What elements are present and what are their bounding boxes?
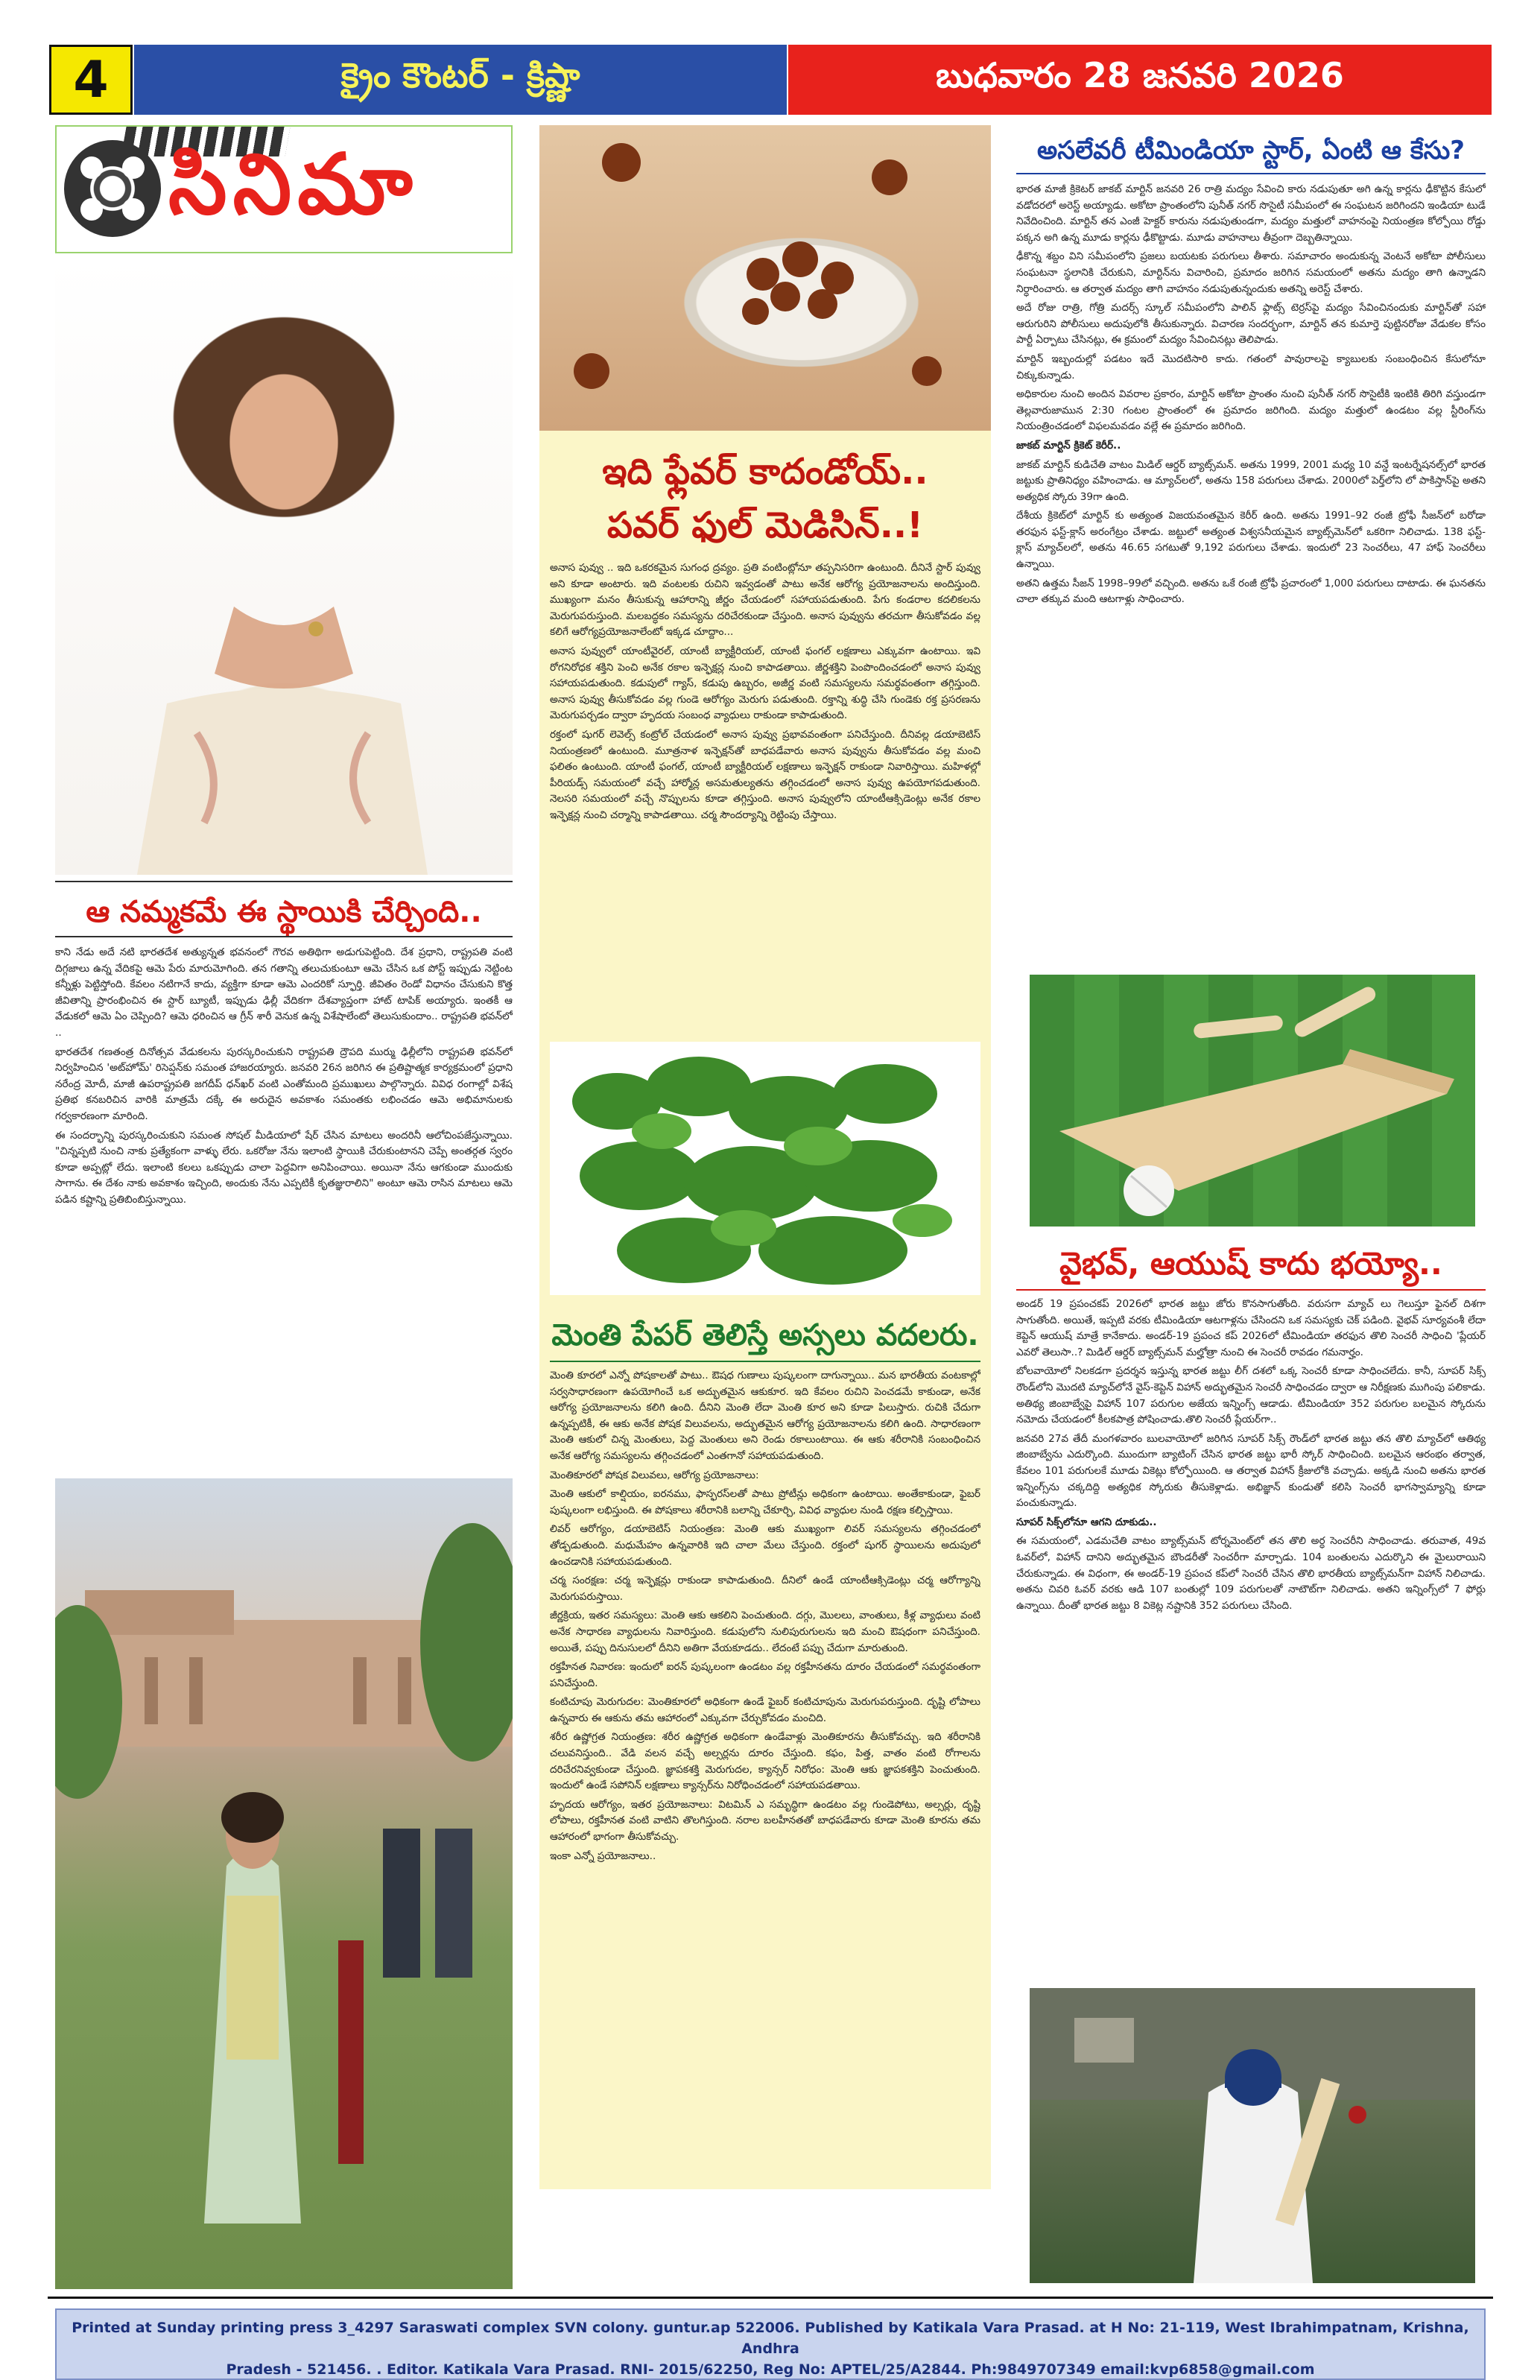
middle-paragraph: జీర్ణక్రియ, ఇతర సమస్యలు: మెంతి ఆకు ఆకలిని పెంచుతుంది. దగ్గు, మొలలు, వాంతులు, కీళ్ల వ్యాధులు వంటి అనేక సాధారణ వ్యాధులను నివారిస్తుంది. కడుపులోని నులిపురుగులను ఇది మంచి ఔషధంగా పనిచేస్తుంది. అయితే, పప్పు దినుసులలో దీనిని అతిగా వేయకూడదు.. లేదంటే పప్పు చేదుగా మారుతుంది. xyxy=(550,1610,980,1654)
cricket-bat-ball-photo xyxy=(1030,975,1475,1227)
masthead xyxy=(49,45,1492,115)
middle-headline-2-rule xyxy=(550,1361,980,1362)
right-paragraph: భారత మాజీ క్రికెటర్ జాకబ్ మార్టిన్ జనవరి 26 రాత్రి మద్యం సేవించి కారు నడుపుతూ అగి ఉన్న కార్లను ఢీకొట్టిన కేసులో వడోదరలో అరెస్ట్ అయ్యాడు. అకోటా ప్రాంతంలోని పునీత్ నగర్ సొసైటీ సమీపంలో ఈ సంఘటన జరిగిందని ఇండియా టుడే నివేదించింది. మార్టిన్ తన ఎంజీ హెక్టర్ కారును నడుపుతుండగా, మద్యం మత్తులో వాహనంపై నియంత్రణ కోల్పోయి రోడ్డు పక్కన అగి ఉన్న మూడు కార్లను ఢీకొట్టాడు. మూడు వాహనాలు తీవ్రంగా దెబ్బతిన్నాయి. xyxy=(1016,183,1486,244)
right-paragraph: జనవరి 27వ తేదీ మంగళవారం బులవాయోలో జరిగిన సూపర్ సిక్స్ రౌండ్‌లో భారత జట్టు తన తొలి మ్యాచ్‌లో ఆతిథ్య జింబాబ్వేను ఎదుర్కొంది. ముందుగా బ్యాటింగ్ చేసిన భారత జట్టు భారీ స్కోర్ సాధించింది. బలమైన ఆరంభం తర్వాత, కేవలం 101 పరుగులకే మూడు వికెట్లు కోల్పోయింది. ఆ తర్వాత విహాన్ క్రీజులోకి వచ్చాడు. అక్కడి నుంచి అతను భారత ఇన్నింగ్స్‌ను చక్కదిద్ది అత్యధిక స్కోరుకు తీసుకెళ్లాడు. అభిజ్ఞాన్ కుండుతో కలిసి సెంచరీ భాగస్వామ్యాన్ని కూడా పంచుకున్నాడు. xyxy=(1016,1432,1486,1510)
middle-paragraph: కంటిచూపు మెరుగుదల: మెంతికూరలో అధికంగా ఉండే ఫైబర్ కంటిచూపును మెరుగుపరుస్తుంది. దృష్టి లోపాలు ఉన్నవారు ఈ ఆకును తమ ఆహారంలో ఎక్కువగా చేర్చుకోవడం మంచిది. xyxy=(550,1696,980,1724)
right-paragraph: జాకబ్ మార్టిన్ కుడిచేతి వాటం మిడిల్ ఆర్డర్ బ్యాట్స్‌మన్. అతను 1999, 2001 మధ్య 10 వన్డే ఇంటర్నేషనల్స్‌లో భారత జట్టుకు ప్రాతినిధ్యం వహించాడు. ఆ మ్యాచ్‌లలో, అతను 158 పరుగులు చేశాడు. 2000లో పెర్త్‌లోని లో పాకిస్తాన్‌పై అతని అత్యధిక స్కోరు 39గా ఉంది. xyxy=(1016,458,1486,503)
section-logo-text: సినిమా xyxy=(168,136,419,233)
right-headline-1: అసలేవరీ టీమిండియా స్టార్, ఏంటి ఆ కేసు? xyxy=(1037,136,1465,165)
imprint-line-1: Printed at Sunday printing press 3_4297 Saraswati complex SVN colony. guntur.ap 522006. Published by Katikala Vara Prasad. at H No: 21-119, West Ibrahimpatnam, Krishna, Andhra xyxy=(72,2320,1469,2357)
middle-paragraph: చర్మ సంరక్షణ: చర్మ ఇన్ఫెక్షన్లు రాకుండా కాపాడుతుంది. దీనిలో ఉండే యాంటీఆక్సిడెంట్లు చర్మ ఆరోగ్యాన్ని మెరుగుపరుస్తాయి. xyxy=(550,1574,980,1603)
middle-headline-2: మెంతి పేపర్ తెలిస్తే అస్సలు వదలరు. xyxy=(551,1318,979,1352)
middle-paragraph: లివర్ ఆరోగ్యం, డయాబెటిస్ నియంత్రణ: మెంతి ఆకు ముఖ్యంగా లివర్ సమస్యలను తగ్గించడంలో తోడ్పడుతుంది. మధుమేహం ఉన్నవారికి ఇది చాలా మేలు చేస్తుంది. రక్తంలో షుగర్ స్థాయిలను అదుపులో ఉంచడానికి సహాయపడుతుంది. xyxy=(550,1523,980,1568)
right-paragraph: మార్టిన్ ఇబ్బందుల్లో పడటం ఇదే మొదటిసారి కాదు. గతంలో పావురాలపై క్యాబులకు సంబంధించిన కేసులోనూ చిక్కుకున్నాడు. xyxy=(1016,352,1486,382)
cinema-section-logo xyxy=(55,125,513,253)
left-paragraph: ఈ సందర్భాన్ని పురస్కరించుకుని సమంత సోషల్ మీడియాలో షేర్ చేసిన మాటలు అందరినీ ఆలోచింపజేస్తున్నాయి. "చిన్నప్పటి నుంచి నాకు ప్రత్యేకంగా వాళ్ళు లేరు. ఒకరోజు నేను ఇలాంటి స్థాయికి చేరుకుంటానని చెప్పే అంతర్గత స్వరం కూడా అప్పట్లో లేదు. ఇలాంటి కలలు ఒకప్పుడు చాలా పెద్దవిగా అనిపించాయి. అయినా నేను ఆగకుండా ముందుకు సాగాను. ఈ దేశం నాకు అవకాశం ఇచ్చింది, అందుకు నేను ఎప్పటికీ కృతజ్ఞురాలిని" అంటూ ఆమె రాసిన మాటలు ఆమె పడిన కష్టాన్ని ప్రతిబింబిస్తున్నాయి. xyxy=(55,1129,513,1206)
right-paragraph: అదే రోజు రాత్రి, గోత్రి మదర్స్ స్కూల్ సమీపంలోని పాలిన్ ఫ్లాట్స్ టెర్రస్‌పై మద్యం సేవించినందుకు మార్టిన్‌తో సహా ఆరుగురిని పోలీసులు అదుపులోకి తీసుకున్నారు. విచారణ సందర్భంగా, మార్టిన్ తన కుమార్తె పుట్టినరోజు వేడుకల కోసం పార్టీ ఏర్పాటు చేసినట్లు, ఈ క్రమంలో మద్యం సేవించినట్లు తెలిపాడు. xyxy=(1016,302,1486,346)
right-paragraph: సూపర్ సిక్స్‌లోనూ ఆగని దూకుడు.. xyxy=(1016,1516,1157,1528)
right-headline-2: వైభవ్, ఆయుష్ కాదు భయ్యో.. xyxy=(1059,1245,1442,1282)
actress-portrait-photo xyxy=(55,256,513,875)
fenugreek-leaves-photo xyxy=(550,1042,980,1295)
middle-paragraph: రక్తంలో షుగర్ లెవెల్స్ కంట్రోల్ చేయడంలో అనాస పువ్వు ప్రభావవంతంగా పనిచేస్తుంది. దీనివల్ల డయాబెటిస్ నియంత్రణలో ఉంటుంది. మూత్రనాళ ఇన్ఫెక్షన్‌తో బాధపడేవారు అనాస పువ్వును తీసుకోవడం వల్ల మంచి ఫలితం ఉంటుంది. యాంటీ ఫంగల్, యాంటీ బ్యాక్టీరియల్ లక్షణాలు ఇన్ఫెక్షన్ రాకుండా నివారిస్తాయి. మహిళల్లో పీరియడ్స్ సమయంలో వచ్చే హార్మోన్ల అసమతుల్యతను తగ్గించడంలో అనాస పువ్వు ఉపయోగపడుతుంది. నెలసరి సమయంలో వచ్చే నొప్పులను కూడా తగ్గిస్తుంది. అనాస పువ్వులోని యాంటీఆక్సిడెంట్లు అనేక రకాల ఇన్ఫెక్షన్ల నుంచి చర్మాన్ని కాపాడతాయి. చర్మ సౌందర్యాన్ని రెట్టింపు చేస్తాయి. xyxy=(550,728,980,821)
middle-article-2-body xyxy=(550,1368,980,2262)
middle-headline-1-line-1: ఇది ఫ్లేవర్ కాదండోయ్.. xyxy=(602,451,928,493)
right-paragraph: అండర్ 19 ప్రపంచకప్ 2026లో భారత జట్టు జోరు కొనసాగుతోంది. వరుసగా మ్యాచ్ లు గెలుస్తూ ఫైనల్ దిశగా సాగుతోంది. అయితే, ఇప్పటి వరకు టీమిండియా ఆటగాళ్లను చేసిందని ఒక సమస్యకు చెక్ పడింది. వైభవ్ సూర్యవంశీ లేదా కెప్టెన్ ఆయుష్ మాత్రే కానేకాదు. అండర్-19 ప్రపంచ కప్ 2026లో టీమిండియా తరఫున తొలి సెంచరీ సాధించి 'ప్లేయర్ ఎవరో తెలుసా..? మిడిల్ ఆర్డర్ బ్యాట్స్‌మన్ మల్హోత్రా నుంచి ఈ సెంచరీ రావడం గమనార్హం. xyxy=(1016,1298,1486,1358)
middle-paragraph: ఇంకా ఎన్నో ప్రయోజనాలు.. xyxy=(550,1849,656,1862)
right-headline-2-rule xyxy=(1016,1289,1486,1291)
middle-paragraph: రక్తహీనత నివారణ: ఇందులో ఐరన్ పుష్కలంగా ఉండటం వల్ల రక్తహీనతను దూరం చేయడంలో సమర్థవంతంగా పనిచేస్తుంది. xyxy=(550,1661,980,1689)
right-article-2-body xyxy=(1016,1297,1486,1930)
right-paragraph: బోలవాయోలో నిలకడగా ప్రదర్శన ఇస్తున్న భారత జట్టు లీగ్ దశలో ఒక్క సెంచరీ కూడా సాధించలేదు. కానీ, సూపర్ సిక్స్ రౌండ్‌లోని మొదటి మ్యాచ్‌లోనే వైస్-కెప్టెన్ విహాన్ అద్భుతమైన సెంచరీ సాధించడం ద్వారా ఆ నిరీక్షణకు ముగింపు పలికాడు. అతిథ్య జింబాబ్వేపై విహాన్ 107 పరుగుల అజేయ ఇన్నింగ్స్ ఆడాడు. టీమిండియా 352 పరుగుల బలమైన స్కోరును నమోదు చేయడంలో కీలకపాత్ర పోషించాడు.తొలి సెంచరీ ప్లేయర్‌గా.. xyxy=(1016,1365,1486,1426)
issue-date: బుధవారం 28 జనవరి 2026 xyxy=(788,45,1492,115)
headline-rule-bottom xyxy=(55,936,513,937)
right-paragraph: అతని ఉత్తమ సీజన్ 1998–99లో వచ్చింది. అతను ఒకే రంజీ ట్రోఫీ ప్రచారంలో 1,000 పరుగులు దాటాడు. ఈ ఘనతను చాలా తక్కువ మంది ఆటగాళ్లు సాధించారు. xyxy=(1016,577,1486,606)
middle-paragraph: మెంతికూరలో పోషక విలువలు, ఆరోగ్య ప్రయోజనాలు: xyxy=(550,1469,759,1481)
page-number: 4 xyxy=(49,45,133,115)
middle-paragraph: మెంతి కూరలో ఎన్నో పోషకాలతో పాటు.. ఔషధ గుణాలు పుష్కలంగా దాగున్నాయి.. మన భారతీయ వంటకాల్లో సర్వసాధారణంగా ఉపయోగించే ఒక అద్భుతమైన ఆకుకూర. ఇది కేవలం రుచిని పెంచడమే కాకుండా, అనేక ఆరోగ్య ప్రయోజనాలను కలిగి ఉంది. దీనిని మెంతి లేదా మెంతి కూర అని కూడా పిలుస్తారు. రుచికి చేదుగా ఉన్నప్పటికీ, ఈ ఆకు అనేక పోషక విలువలను, అద్భుతమైన ఆరోగ్య ప్రయోజనాలను కలిగి ఉంది. సాధారణంగా మెంతి ఆకులో చిన్న మెంతులు, పెద్ద మెంతులు అని రెండు రకాలుంటాయి. ఈ ఆకు శరీరానికి సంబంధించిన అనేక ఆరోగ్య సమస్యలను తగ్గించడంలో ఎంతగానో సహాయపడుతుంది. xyxy=(550,1370,980,1462)
imprint-line-2: Pradesh - 521456. . Editor. Katikala Vara Prasad. RNI- 2015/62250, Reg No: APTEL/25/A2844. Ph:9849707349 email:kvp6858@gmail.com xyxy=(226,2361,1315,2378)
middle-paragraph: శరీర ఉష్ణోగ్రత నియంత్రణ: శరీర ఉష్ణోగ్రత అధికంగా ఉండేవాళ్లు మెంతికూరను తీసుకోవచ్చు. ఇది శరీరానికి చలువనిస్తుంది.. వేడి వలన వచ్చే అల్సర్లను దూరం చేస్తుంది. కఫం, పిత్త, వాతం వంటి రోగాలను దరిచేరనివ్వకుండా చేస్తుంది. జ్ఞాపకశక్తి మెరుగుదల, క్యాన్సర్ నిరోధం: మెంతి ఆకు జ్ఞాపకశక్తిని పెంచుతుంది. ఇందులో ఉండే సపోనిన్ లక్షణాలు క్యాన్సర్‌ను నిరోధించడంలో సహాయపడతాయి. xyxy=(550,1731,980,1792)
left-paragraph: కాని నేడు అదే నటి భారతదేశ అత్యున్నత భవనంలో గౌరవ అతిథిగా అడుగుపెట్టింది. దేశ ప్రధాని, రాష్ట్రపతి వంటి దిగ్గజాలు ఉన్న వేదికపై ఆమె పేరు మారుమోగింది. తన గతాన్ని తలుచుకుంటూ ఆమె చేసిన ఒక పోస్ట్ ఇప్పుడు నెట్టింట కన్నీళ్లు పెట్టిస్తోంది. కేవలం నటిగానే కాదు, వ్యక్తిగా కూడా ఆమె ఎందరికో స్ఫూర్తి. జీవితం రెండో విధానం చేసుకుని కొత్త జీవితాన్ని ప్రారంభించిన ఈ స్టార్ బ్యూటీ, ఇప్పుడు ఢిల్లీ వేదికగా దేశవ్యాప్తంగా హాట్ టాపిక్ అయ్యారు. ఇంతకీ ఆ వేడుకలో ఆమె ఏం చెప్పింది? ఆమె ధరించిన ఆ గ్రీన్ శారీ వెనుక ఉన్న విశేషాలేంటో తెలుసుకుందాం.. రాష్ట్రపతి భవన్‌లో .. xyxy=(55,946,513,1039)
right-paragraph: ఈ సమయంలో, ఎడమచేతి వాటం బ్యాట్స్‌మన్ టోర్నమెంట్‌లో తన తొలి అర్ధ సెంచరీని సాధించాడు. తరువాత, 49వ ఓవర్‌లో, విహాన్ దానిని అద్భుతమైన బౌండరీతో సెంచరీగా మార్చాడు. 104 బంతులను ఎదుర్కొని ఈ మైలురాయిని చేరుకున్నాడు. ఈ విధంగా, ఈ అండర్-19 ప్రపంచ కప్‌లో సెంచరీ చేసిన తొలి భారతీయ బ్యాట్స్‌మన్‌గా విహాన్ నిలిచాడు. అతను చివరి ఓవర్ వరకు ఆడి 107 బంతుల్లో 109 పరుగులతో నాటౌట్‌గా నిలిచాడు. అతని ఇన్నింగ్స్‌లో 7 ఫోర్లు ఉన్నాయి. దీంతో భారత జట్టు 8 వికెట్ల నష్టానికి 352 పరుగులు చేసింది. xyxy=(1016,1535,1486,1612)
middle-paragraph: అనాస పువ్వులో యాంటీవైరల్, యాంటీ బ్యాక్టీరియల్, యాంటీ ఫంగల్ లక్షణాలు ఎక్కువగా ఉంటాయి. ఇవి రోగనిరోధక శక్తిని పెంచి అనేక రకాల ఇన్ఫెక్షన్ల నుంచి కాపాడతాయి. జీర్ణశక్తిని పెంపొందించడంలో అనాస పువ్వు సహాయపడుతుంది. కడుపులో గ్యాస్, కడుపు ఉబ్బరం, అజీర్ణ వంటి సమస్యలను సమర్థవంతంగా తగ్గిస్తుంది. అనాస పువ్వు తీసుకోవడం వల్ల గుండె ఆరోగ్యం మెరుగు పడుతుంది. రక్తాన్ని శుద్ధి చేసి గుండెకు రక్త ప్రసరణను మెరుగుపర్చడం ద్వారా హృదయ సంబంధ వ్యాధులు రాకుండా కాపాడుతుంది. xyxy=(550,645,980,722)
headline-rule xyxy=(55,881,513,882)
samantha-rashtrapati-bhavan-photo xyxy=(55,1478,513,2289)
film-reel-icon xyxy=(64,140,161,237)
right-paragraph: ఢీకొన్న శబ్దం విని సమీపంలోని ప్రజలు బయటకు పరుగులు తీశారు. సమాచారం అందుకున్న వెంటనే అకోటా పోలీసులు సంఘటనా స్థలానికి చేరుకుని, మార్టిన్‌ను విచారించి, ప్రమాదం జరిగిన సమయంలో అతను మద్యం తాగి ఉన్నాడని నిర్ధారించారు. ఆ తర్వాత మద్యం తాగి వాహనం నడుపుతున్నందుకు అతన్ని అరెస్ట్ చేశారు. xyxy=(1016,250,1486,295)
cricketer-batting-photo xyxy=(1030,1988,1475,2283)
footer-divider xyxy=(48,2297,1493,2299)
paper-title: క్రైం కౌంటర్ - క్రిష్ణా xyxy=(134,45,787,115)
right-paragraph: జాకబ్ మార్టిన్ క్రికెట్ కెరీర్.. xyxy=(1016,439,1121,452)
left-headline: ఆ నమ్మకమే ఈ స్థాయికి చేర్చింది.. xyxy=(86,895,482,929)
right-paragraph: అధికారుల నుంచి అందిన వివరాల ప్రకారం, మార్టిన్ అకోటా ప్రాంతం నుంచి పునీత్ నగర్ సొసైటీకి ఇంటికి తిరిగి వస్తుండగా తెల్లవారుజామున 2:30 గంటల ప్రాంతంలో ఈ ప్రమాదం జరిగింది. మద్యం మత్తులో ఉండటం వల్ల స్టీరింగ్‌ను నియంత్రించడంలో విఫలమవడం వల్లే ఈ ప్రమాదం జరిగింది. xyxy=(1016,388,1486,433)
middle-paragraph: అనాస పువ్వు .. ఇది ఒకరకమైన సుగంధ ద్రవ్యం. ప్రతి వంటింట్లోనూ తప్పనిసరిగా ఉంటుంది. దీనినే స్టార్ పువ్వు అని కూడా అంటారు. ఇది వంటలకు రుచిని ఇవ్వడంతో పాటు అనేక ఆరోగ్య ప్రయోజనాలను అందిస్తుంది. ముఖ్యంగా మనం తీసుకున్న ఆహారాన్ని జీర్ణం చేయడంలో సహాయపడుతుంది. పేగు కండరాల కదలికలను మెరుగుపరుస్తుంది. మలబద్ధకం సమస్యను దరిచేరకుండా చేస్తుంది. అనాస పువ్వును తరచుగా తీసుకోవడం వల్ల కలిగే ఆరోగ్యప్రయోజనాలేంటో ఇక్కడ చూద్దాం... xyxy=(550,562,980,639)
left-paragraph: భారతదేశ గణతంత్ర దినోత్సవ వేడుకలను పురస్కరించుకుని రాష్ట్రపతి ద్రౌపది ముర్ము ఢిల్లీలోని రాష్ట్రపతి భవన్‌లో నిర్వహించిన 'అట్‌హోమ్' రిసెప్షన్‌కు సమంత హాజరయ్యారు. జనవరి 26న జరిగిన ఈ ప్రతిష్టాత్మక కార్యక్రమంలో ప్రధాని నరేంద్ర మోదీ, మాజీ ఉపరాష్ట్రపతి జగదీప్ ధన్‌ఖర్ వంటి ఎంతోమంది ప్రముఖులు పాల్గొన్నారు. వివిధ రంగాల్లో విశేష ప్రతిభ కనబరిచిన వారికి మాత్రమే దక్కే ఈ అరుదైన అవకాశం సమంతకు లభించడం ఆమె అభిమానులకు గర్వకారణంగా మారింది. xyxy=(55,1045,513,1122)
right-paragraph: దేశీయ క్రికెట్‌లో మార్టిన్ కు అత్యంత విజయవంతమైన కెరీర్ ఉంది. అతను 1991–92 రంజీ ట్రోఫీ సీజన్‌లో బరోడా తరఫున ఫస్ట్-క్లాస్ అరంగేట్రం చేశాడు. జట్టులో అత్యంత విశ్వసనీయమైన బ్యాట్స్‌మెన్‌లో ఒకరిగా నిలిచాడు. 138 ఫస్ట్-క్లాస్ మ్యాచ్‌లలో, అతను 46.65 సగటుతో 9,192 పరుగులు చేశాడు. ఇందులో 23 సెంచరీలు, 47 హాఫ్ సెంచరీలు ఉన్నాయి. xyxy=(1016,510,1486,571)
star-anise-photo xyxy=(539,125,991,431)
right-headline-1-rule xyxy=(1016,173,1486,174)
middle-article-1-body xyxy=(550,560,980,1022)
left-article-body xyxy=(55,945,513,1459)
right-article-1-body xyxy=(1016,182,1486,957)
middle-paragraph: మెంతి ఆకులో కాల్షియం, ఐరనము, ఫాస్ఫరస్‌లతో పాటు ప్రోటీన్లు అధికంగా ఉంటాయి. అంతేకాకుండా, ఫైబర్ పుష్కలంగా లభిస్తుంది. ఈ పోషకాలు శరీరానికి బలాన్ని చేకూర్చి, వివిధ వ్యాధుల నుండి రక్షణ కల్పిస్తాయి. xyxy=(550,1488,980,1516)
middle-paragraph: హృదయ ఆరోగ్యం, ఇతర ప్రయోజనాలు: విటమిన్ ఎ సమృద్ధిగా ఉండటం వల్ల గుండెపోటు, అల్సర్లు, దృష్టి లోపాలు, రక్తహీనత వంటి వాటిని తొలగిస్తుంది. నరాల బలహీనతతో బాధపడేవారు కూడా మెంతి కూరను తమ ఆహారంలో భాగంగా తీసుకోవచ్చు. xyxy=(550,1798,980,1843)
imprint-footer xyxy=(55,2308,1486,2380)
middle-headline-1-line-2: పవర్ ఫుల్ మెడిసిన్..! xyxy=(606,504,924,546)
